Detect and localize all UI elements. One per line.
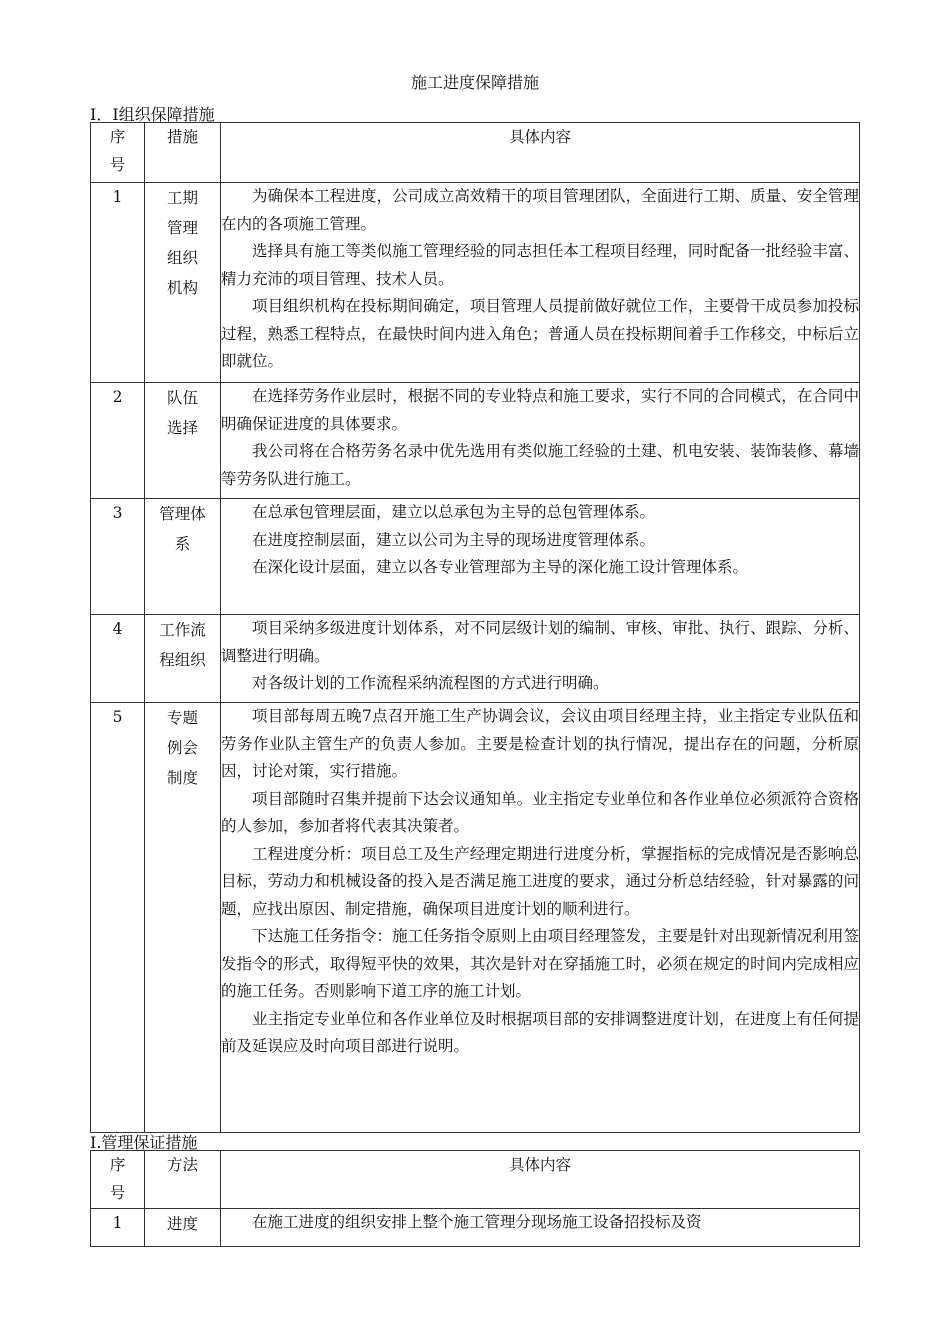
row-number: 4 [91,615,145,703]
row-number: 1 [91,183,145,383]
table-row [91,183,860,383]
content-paragraph: 为确保本工程进度，公司成立高效精干的项目管理团队，全面进行工期、质量、安全管理在内的各项施工管理。 [221,187,859,233]
content-paragraph: 工程进度分析：项目总工及生产经理定期进行进度分析，掌握指标的完成情况是否影响总目标，劳动力和机械设备的投入是否满足施工进度的要求，通过分析总结经验，针对暴露的问题，应找出原因、制定措施，确保项目进度计划的顺利进行。 [221,844,859,918]
table-header-row [91,123,860,183]
content-paragraph: 在总承包管理层面，建立以总承包为主导的总包管理体系。 [252,503,656,521]
table-row [91,1209,860,1247]
table-header-row [91,1151,860,1209]
measure-content [221,703,860,1133]
row-number: 1 [91,1209,145,1247]
content-paragraph: 对各级计划的工作流程采纳流程图的方式进行明确。 [252,674,609,692]
table-row [91,615,860,703]
content-paragraph: 在进度控制层面，建立以公司为主导的现场进度管理体系。 [252,530,656,549]
header-method: 方法 [145,1151,221,1209]
header-content: 具体内容 [221,1151,860,1209]
organization-measures-table [90,122,860,1133]
table-row [91,499,860,615]
table-row [91,703,860,1133]
content-paragraph: 项目组织机构在投标期间确定，项目管理人员提前做好就位工作，主要骨干成员参加投标过程，熟悉工程特点，在最快时间内进入角色；普通人员在投标期间着手工作移交，中标后立即就位。 [221,297,859,370]
measure-content [221,183,860,383]
header-measure: 措施 [145,123,221,183]
measure-name: 管理体系 [145,499,221,615]
measure-content [221,615,860,703]
row-number: 5 [91,703,145,1133]
content-paragraph: 项目采纳多级进度计划体系，对不同层级计划的编制、审核、审批、执行、跟踪、分析、调整进行明确。 [221,619,859,665]
content-paragraph: 项目部随时召集并提前下达会议通知单。业主指定专业单位和各作业单位必须派符合资格的人参加，参加者将代表其决策者。 [221,789,859,835]
measure-content [221,499,860,615]
content-paragraph: 下达施工任务指令：施工任务指令原则上由项目经理签发，主要是针对出现新情况利用签发指令的形式，取得短平快的效果，其次是针对在穿插施工时，必须在规定的时间内完成相应的施工任务。否则影响下道工序的施工计划。 [221,927,859,1000]
measure-name: 工期管理组织机构 [145,183,221,383]
measure-name: 专题例会制度 [145,703,221,1133]
management-measures-table [90,1150,860,1247]
method-content [221,1209,860,1247]
content-paragraph: 项目部每周五晚7点召开施工生产协调会议，会议由项目经理主持，业主指定专业队伍和劳务作业队主管生产的负责人参加。主要是检查计划的执行情况，提出存在的问题，分析原因，讨论对策，实行措施。 [221,707,859,780]
measure-content [221,383,860,499]
header-content: 具体内容 [221,123,860,183]
document-title: 施工进度保障措施 [410,73,539,92]
table-row [91,383,860,499]
content-paragraph: 选择具有施工等类似施工管理经验的同志担任本工程项目经理，同时配备一批经验丰富、精力充沛的项目管理、技术人员。 [221,242,859,288]
method-name: 进度 [145,1209,221,1247]
content-paragraph: 在施工进度的组织安排上整个施工管理分现场施工设备招投标及资 [252,1213,702,1231]
header-no: 序号 [91,1151,145,1209]
measure-name: 工作流程组织 [145,615,221,703]
header-no: 序号 [91,123,145,183]
row-number: 3 [91,499,145,615]
row-number: 2 [91,383,145,499]
content-paragraph: 业主指定专业单位和各作业单位及时根据项目部的安排调整进度计划，在进度上有任何提前及延误应及时向项目部进行说明。 [221,1009,859,1055]
section-heading-organization: I．I组织保障措施 [90,105,215,124]
content-paragraph: 在选择劳务作业层时，根据不同的专业特点和施工要求，实行不同的合同模式，在合同中明确保证进度的具体要求。 [221,387,859,433]
measure-name: 队伍选择 [145,383,221,499]
content-paragraph: 我公司将在合格劳务名录中优先选用有类似施工经验的土建、机电安装、装饰装修、幕墙等劳务队进行施工。 [221,442,859,488]
section-heading-management: I.管理保证措施 [90,1133,198,1152]
content-paragraph: 在深化设计层面，建立以各专业管理部为主导的深化施工设计管理体系。 [252,558,749,576]
